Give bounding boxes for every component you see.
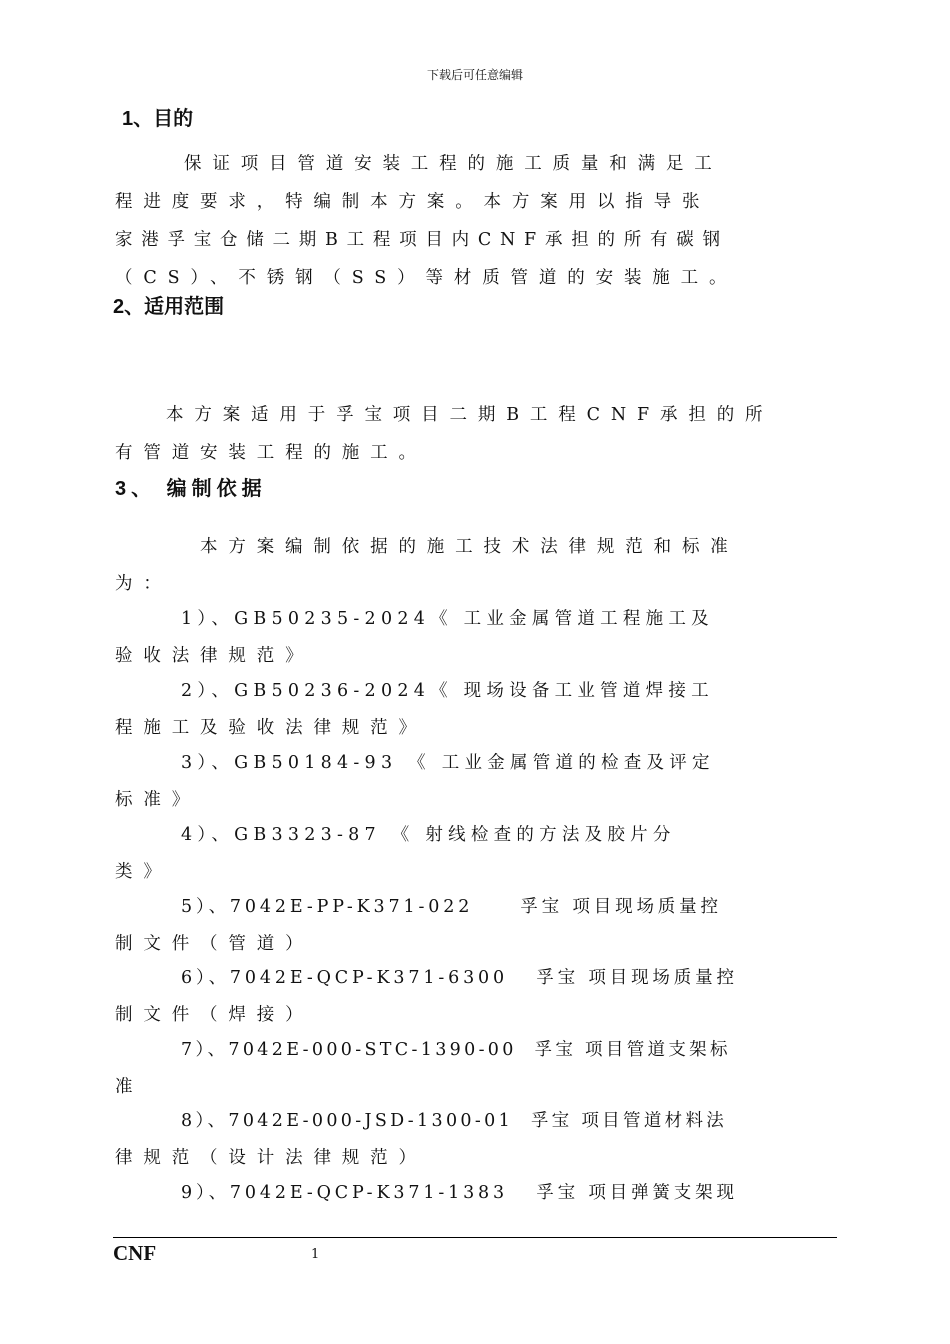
footer-company: CNF <box>113 1241 157 1265</box>
section-3-intro: 本方案编制依据的施工技术法律规范和标准 <box>200 537 739 557</box>
reference-item-line: 6）、7042E-QCP-K371-6300 孚宝 项目现场质量控 <box>181 968 738 988</box>
section-3-intro: 为： <box>115 574 172 594</box>
section-1-line: 保证项目管道安装工程的施工质量和满足工 <box>184 154 723 174</box>
reference-item-line: 验收法律规范》 <box>115 646 314 666</box>
reference-item-line: 9）、7042E-QCP-K371-1383 孚宝 项目弹簧支架现 <box>181 1183 738 1203</box>
reference-item-line: 程施工及验收法律规范》 <box>115 718 427 738</box>
section-2-heading: 2、适用范围 <box>113 296 225 318</box>
section-3-heading: 3、 编制依据 <box>115 478 267 500</box>
reference-item-line: 8）、7042E-000-JSD-1300-01 孚宝 项目管道材料法 <box>181 1111 728 1131</box>
header-note: 下载后可任意编辑 <box>426 68 523 82</box>
section-1-line: 程进度要求，特编制本方案。本方案用以指导张 <box>115 192 711 212</box>
reference-item-line: 制文件（管道） <box>115 934 314 954</box>
footer-rule <box>113 1237 837 1238</box>
reference-item-line: 1）、GB50235-2024《 工业金属管道工程施工及 <box>181 609 714 629</box>
section-1-line: 家港孚宝仓储二期B工程项目内CNF承担的所有碳钢 <box>115 230 729 250</box>
reference-item-line: 5）、7042E-PP-K371-022 孚宝 项目现场质量控 <box>181 897 722 917</box>
reference-item-line: 7）、7042E-000-STC-1390-00 孚宝 项目管道支架标 <box>181 1040 731 1060</box>
reference-item-line: 制文件（焊接） <box>115 1005 314 1025</box>
section-2-line: 有管道安装工程的施工。 <box>115 443 427 463</box>
section-1-heading: 1、目的 <box>122 108 194 130</box>
reference-item-line: 2）、GB50236-2024《 现场设备工业管道焊接工 <box>181 681 714 701</box>
reference-item-line: 3）、GB50184-93 《 工业金属管道的检查及评定 <box>181 753 715 773</box>
reference-item-line: 律规范（设计法律规范） <box>115 1148 427 1168</box>
reference-item-line: 标准》 <box>115 790 201 810</box>
reference-item-line: 4）、GB3323-87 《 射线检查的方法及胶片分 <box>181 825 676 845</box>
reference-item-line: 类》 <box>115 862 172 882</box>
section-2-line: 本方案适用于孚宝项目二期B工程CNF承担的所 <box>166 405 774 425</box>
reference-item-line: 准 <box>115 1077 144 1097</box>
section-1-line: （CS）、不锈钢（SS）等材质管道的安装施工。 <box>115 268 738 288</box>
page-number: 1 <box>311 1247 320 1262</box>
